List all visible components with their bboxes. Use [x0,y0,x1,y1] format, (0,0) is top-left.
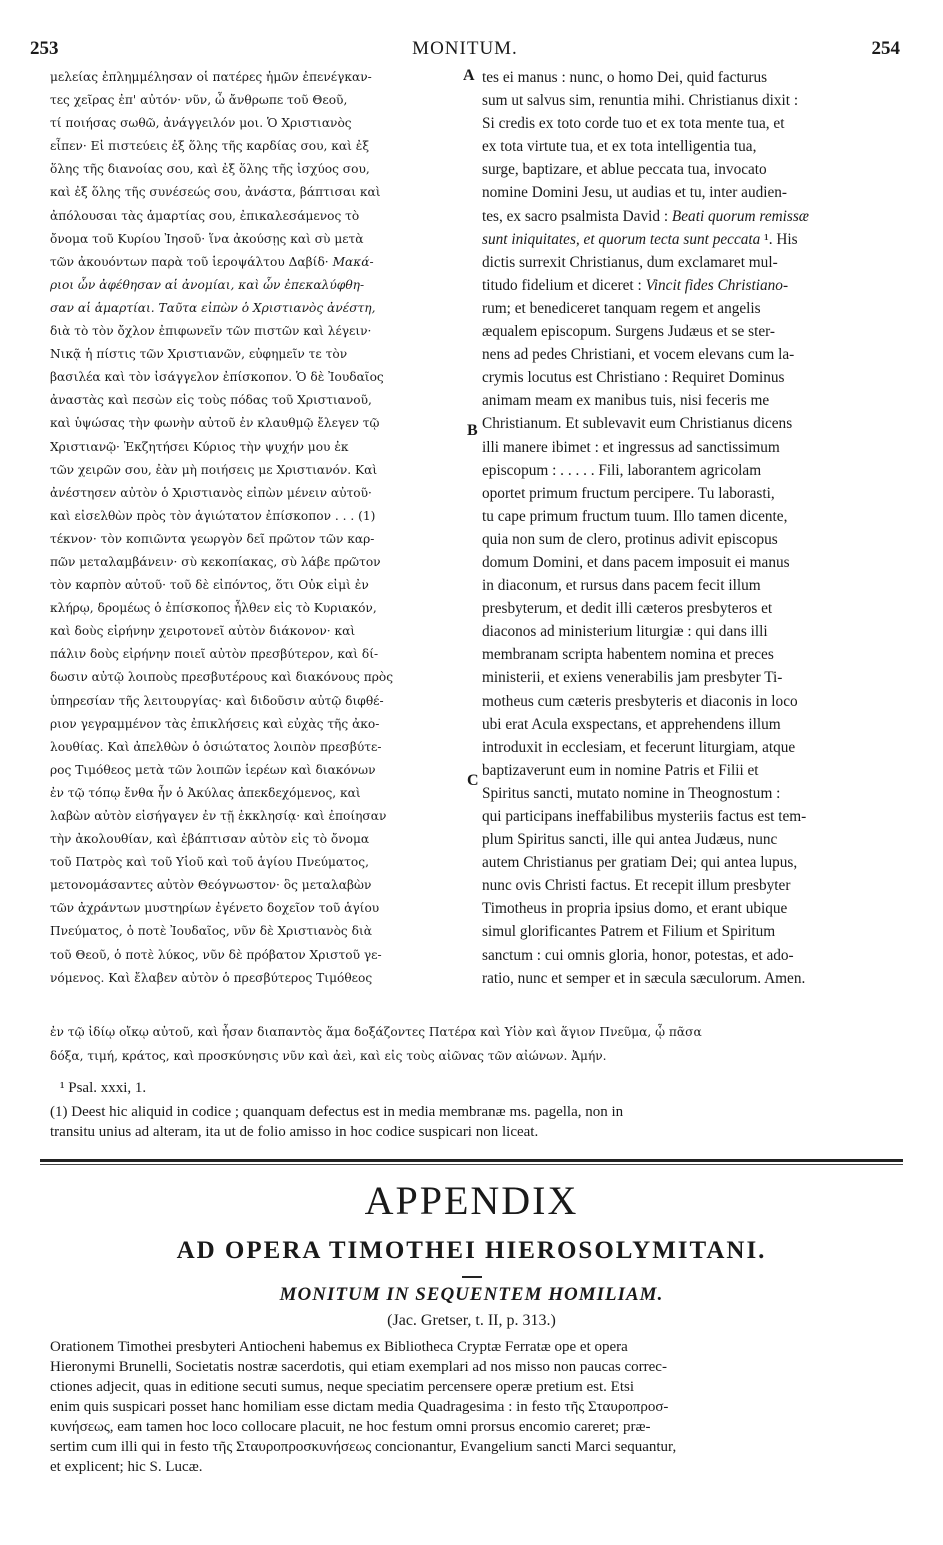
greek-text-line [50,643,470,666]
greek-text-line [50,274,470,297]
greek-text-line [50,944,470,967]
latin-line-text: membranam scripta habentem nomina et preces [482,646,774,664]
latin-line-text: crymis locutus est Christiano : Requiret Dominus [482,369,785,387]
greek-text-line [50,528,470,551]
latin-line-text: presbyterum, et dedit illi cæteros presbyteros et [482,600,773,618]
greek-line-text: σαν αἱ ἁμαρτίαι. Ταῦτα εἰπὼν ὁ Χριστιανὸς ἀνέστη, [50,300,376,315]
greek-text-line [50,620,470,643]
greek-line-text: ἀνέστησεν αὐτὸν ὁ Χριστιανὸς εἰπὼν μένειν αὐτοῦ· [50,485,372,500]
latin-line-text: nomine Domini Jesu, ut audias et tu, inter audien- [482,184,788,202]
latin-line-text: titudo fidelium et diceret : [482,276,642,294]
latin-line-text: introduxit in ecclesiam, et fecerunt liturgiam, atque [482,738,796,756]
latin-italic-text: Beati quorum remissæ [671,207,810,225]
latin-text-line [482,713,896,736]
greek-line-text: ἐν τῷ τόπῳ ἔνθα ἦν ὁ Ἀκύλας ἀπεκδεχόμενος, καὶ [50,785,361,800]
greek-text-line [50,112,470,135]
latin-text-line [482,690,896,713]
greek-line-text: τὴν ἀκολουθίαν, καὶ ἐβάπτισαν αὐτὸν εἰς τὸ ὄνομα [50,832,370,847]
greek-line-text: διὰ τὸ τὸν ὄχλον ἐπιφωνεῖν τῶν πιστῶν καὶ λέγειν· [50,324,372,339]
latin-text-line [482,505,896,528]
latin-text-line [482,574,896,597]
latin-text-line [482,251,896,274]
greek-text-line [50,366,470,389]
latin-text-line [482,666,896,689]
greek-line-text: τὸν καρπὸν αὐτοῦ· τοῦ δὲ εἰπόντος, ὅτι Οὐκ εἰμὶ ἐν [50,578,369,593]
latin-line-text: in diaconum, et rursus dans pacem fecit illum [482,577,761,595]
greek-text-line [50,920,470,943]
greek-text-line [50,713,470,736]
latin-text-line [482,782,896,805]
greek-text-line [50,66,470,89]
latin-text-line [482,528,896,551]
latin-line-text: rum; et benediceret tanquam regem et angelis [482,299,761,317]
greek-line-text: ὅλης τῆς διανοίας σου, καὶ ἐξ ὅλης τῆς ἰσχύος σου, [50,162,370,177]
greek-column [50,66,470,990]
greek-continuation-line: ἐν τῷ ἰδίῳ οἴκῳ αὐτοῦ, καὶ ἦσαν διαπαντὸς ἅμα δοξάζοντες Πατέρα καὶ Υἱὸν καὶ ἅγιον Πνεῦμα, ᾧ πᾶσα [50,1025,702,1039]
latin-line-text: animam meam ex manibus tuis, nisi feceris me [482,392,770,410]
latin-line-text: quia non sum de clero, protinus adivit episcopus [482,530,778,548]
greek-line-text: Χριστιανῷ· Ἐκζητήσει Κύριος τὴν ψυχήν μου ἐκ [50,439,349,454]
latin-line-text: qui participans ineffabilibus mysteriis factus est tem- [482,808,807,825]
latin-text-line [482,366,896,389]
latin-text-line [482,89,896,112]
latin-line-text: Christianum. Et sublevavit eum Christianus dicens [482,415,793,433]
latin-text-line [482,620,896,643]
greek-line-text: τί ποιήσας σωθῶ, ἀνάγγειλόν μοι. Ὁ Χριστιανὸς [50,116,352,131]
latin-footnote-ref: ¹. His [764,230,798,248]
intro-text-line: enim quis suspicari posset hanc homiliam esse dictam media Quadragesima : in festo τῆς Σταυροπροσ- [50,1399,669,1415]
greek-line-text: ὄνομα τοῦ Κυρίου Ἰησοῦ· ἵνα ἀκούσῃς καὶ σὺ μετὰ [50,231,364,246]
greek-line-text: λουθίας. Καὶ ἀπελθὼν ὁ ὁσιώτατος λοιπὸν πρεσβύτε- [50,739,382,754]
greek-line-text: ὑπηρεσίαν τῆς λειτουργίας· καὶ διδοῦσιν αὐτῷ διφθέ- [50,693,384,708]
latin-text-line [482,135,896,158]
latin-text-line [482,736,896,759]
latin-text-line [482,920,896,943]
greek-line-text: τοῦ Πατρὸς καὶ τοῦ Υἱοῦ καὶ τοῦ ἁγίου Πνεύματος, [50,855,369,870]
latin-line-text: Si credis ex toto corde tuo et ex tota mente tua, et [482,115,785,133]
greek-text-line [50,597,470,620]
latin-text-line [482,436,896,459]
greek-text-line [50,89,470,112]
greek-text-line [50,874,470,897]
latin-text-line [482,851,896,874]
greek-line-text: πῶν μεταλαμβάνειν· σὺ κεκοπίακας, σὺ λάβε πρῶτον [50,554,381,569]
greek-text-line [50,459,470,482]
greek-text-line [50,482,470,505]
intro-text-line: sertim cum illi qui in festo τῆς Σταυροπροσκυνήσεως concionantur, Evangelium sancti Marci sequantur, [50,1439,677,1455]
section-divider-thin [40,1164,903,1165]
latin-text-line [482,874,896,897]
greek-line-text: καὶ δοὺς εἰρήνην χειροτονεῖ αὐτὸν διάκονον· καὶ [50,624,356,639]
greek-text-line [50,851,470,874]
greek-line-text: ἀπόλουσαι τὰς ἁμαρτίας σου, ἐπικαλεσάμενος τὸ [50,208,360,223]
greek-line-text: τῶν ἀχράντων μυστηρίων ἐγένετο δοχεῖον τοῦ ἁγίου [50,901,380,916]
greek-line-text: ριοι ὧν ἀφέθησαν αἱ ἀνομίαι, καὶ ὧν ἐπεκαλύφθη- [50,277,365,292]
appendix-title: APPENDIX [364,1178,579,1223]
greek-text-line [50,181,470,204]
latin-line-text: simul glorificantes Patrem et Filium et Spiritum [482,923,776,941]
page-number-right: 254 [871,38,900,59]
latin-line-text: æqualem episcopum. Surgens Judæus et se ster- [482,323,775,341]
latin-text-line [482,389,896,412]
latin-line-text: oportet primum fructum percipere. Tu laborasti, [482,484,775,502]
greek-line-text: λαβὼν αὐτὸν εἰσήγαγεν ἐν τῇ ἐκκλησίᾳ· καὶ ἐποίησαν [50,809,387,823]
greek-line-text: καὶ ἐξ ὅλης τῆς συνέσεώς σου, ἀνάστα, βάπτισαι καὶ [50,185,381,200]
latin-text-line [482,459,896,482]
section-marker-b: B [467,422,478,439]
latin-line-text: illi manere ibimet : et ingressus ad sanctissimum [482,438,780,456]
greek-line-text: βασιλέα καὶ τὸν ἰσάγγελον ἐπίσκοπον. Ὁ δὲ Ἰουδαῖος [50,370,384,385]
latin-line-text: motheus cum cæteris presbyteris et diaconis in loco [482,692,798,710]
greek-text-line [50,759,470,782]
greek-text-line [50,389,470,412]
latin-line-text: tes, ex sacro psalmista David : [482,207,669,225]
latin-text-line [482,828,896,851]
greek-line-text: Πνεύματος, ὁ ποτὲ Ἰουδαῖος, νῦν δὲ Χριστιανὸς διὰ [50,924,372,939]
greek-text-line [50,551,470,574]
short-divider [462,1276,482,1278]
latin-line-text: episcopum : . . . . . Fili, laborantem agricolam [482,461,762,479]
latin-text-line [482,228,896,251]
greek-text-line [50,343,470,366]
running-header [30,38,900,66]
greek-text-line [50,505,470,528]
page-number-left: 253 [30,38,59,59]
latin-line-text: ubi erat Acula exspectans, et apprehendens illum [482,715,781,733]
greek-line-text: καὶ εἰσελθὼν πρὸς τὸν ἁγιώτατον ἐπίσκοπον . . . (1) [50,508,376,523]
greek-text-line [50,828,470,851]
latin-line-text: ratio, nunc et semper et in sæcula sæculorum. Amen. [482,969,806,987]
source-reference: (Jac. Gretser, t. II, p. 313.) [387,1312,556,1329]
latin-column [482,66,896,990]
greek-line-text: κλήρῳ, δρομέως ὁ ἐπίσκοπος ἦλθεν εἰς τὸ Κυριακόν, [50,601,377,616]
greek-text-line [50,690,470,713]
latin-text-line [482,643,896,666]
latin-text-line [482,597,896,620]
latin-text-line [482,967,896,990]
latin-text-line [482,759,896,782]
latin-line-text: ministerii, et exiens venerabilis jam presbyter Ti- [482,669,783,687]
greek-line-text: μετονομάσαντες αὐτὸν Θεόγνωστον· ὃς μεταλαβὼν [50,878,372,893]
latin-line-text: sanctum : cui omnis gloria, honor, potestas, et ado- [482,946,794,964]
latin-text-line [482,897,896,920]
latin-text-line [482,112,896,135]
intro-text-line: et explicent; hic S. Lucæ. [50,1459,203,1475]
greek-text-line [50,135,470,158]
latin-line-text: baptizaverunt eum in nomine Patris et Filii et [482,761,759,779]
latin-line-text: autem Christianus per gratiam Dei; qui antea lupus, [482,854,798,872]
greek-text-line [50,158,470,181]
latin-line-text: nunc ovis Christi factus. Et recepit illum presbyter [482,877,791,895]
greek-text-line [50,412,470,435]
latin-line-text: nens ad pedes Christiani, et vocem elevans cum la- [482,346,795,364]
greek-text-line [50,228,470,251]
latin-text-line [482,158,896,181]
greek-line-text: τες χεῖρας ἐπ' αὐτόν· νῦν, ὦ ἄνθρωπε τοῦ Θεοῦ, [50,93,348,108]
latin-line-text: domum Domini, et dans pacem imposuit ei manus [482,553,790,571]
running-title: MONITUM. [412,38,518,59]
latin-text-line [482,274,896,297]
greek-text-line [50,897,470,920]
greek-line-text: τοῦ Θεοῦ, ὁ ποτὲ λύκος, νῦν δὲ πρόβατον Χριστοῦ γε- [50,947,382,962]
footnote-psalm: ¹ Psal. xxxi, 1. [60,1080,147,1096]
greek-line-text: μελείας ἐπλημμέλησαν οἱ πατέρες ἡμῶν ἐπενέγκαν- [50,70,372,84]
greek-line-text: εἶπεν· Εἰ πιστεύεις ἐξ ὅλης τῆς καρδίας σου, καὶ ἐξ [50,139,370,154]
greek-line-text: ἀναστὰς καὶ πεσὼν εἰς τοὺς πόδας τοῦ Χριστιανοῦ, [50,393,372,408]
latin-text-line [482,482,896,505]
latin-line-text: plum Spiritus sancti, ille qui antea Judæus, nunc [482,831,778,849]
footnote-1: (1) Deest hic aliquid in codice ; quanquam defectus est in media membranæ ms. pagella, non in [50,1104,624,1120]
latin-text-line [482,181,896,204]
greek-text-line [50,967,470,990]
latin-text-line [482,66,896,89]
greek-line-text: τῶν ἀκουόντων παρὰ τοῦ ἱεροψάλτου Δαβίδ· [50,254,329,269]
latin-text-line [482,320,896,343]
greek-line-text: τέκνον· τὸν κοπιῶντα γεωργὸν δεῖ πρῶτον τῶν καρ- [50,531,375,546]
latin-italic-text: Vincit fides Christiano- [645,276,789,294]
latin-line-text: Timotheus in propria ipsius domo, et erant ubique [482,900,788,918]
section-marker-a: A [463,67,475,84]
greek-text-line [50,251,470,274]
greek-line-text: πάλιν δοὺς εἰρήνην ποιεῖ αὐτὸν πρεσβύτερον, καὶ δί- [50,647,379,662]
greek-line-text: καὶ ὑψώσας τὴν φωνὴν αὐτοῦ ἐν κλαυθμῷ ἔλεγεν τῷ [50,416,380,431]
greek-text-line [50,574,470,597]
latin-text-line [482,297,896,320]
greek-continuation-line: δόξα, τιμή, κράτος, καὶ προσκύνησις νῦν καὶ ἀεὶ, καὶ εἰς τοὺς αἰῶνας τῶν αἰώνων. Ἀμήν. [50,1049,607,1063]
latin-line-text: sum ut salvus sim, renuntia mihi. Christianus dixit : [482,92,799,110]
monitum-heading: MONITUM IN SEQUENTEM HOMILIAM. [279,1284,664,1305]
latin-line-text: tes ei manus : nunc, o homo Dei, quid facturus [482,69,768,86]
latin-line-text: sunt iniquitates, et quorum tecta sunt peccata [482,230,761,248]
latin-text-line [482,412,896,435]
latin-line-text: tu cape primum fructum tuum. Illo tamen dicente, [482,507,788,525]
greek-line-text: τῶν χειρῶν σου, ἐὰν μὴ ποιήσεις με Χριστιανόν. Καὶ [50,462,378,477]
greek-line-text: Νικᾷ ἡ πίστις τῶν Χριστιανῶν, εὐφημεῖν τε τὸν [50,347,348,362]
section-divider [40,1159,903,1162]
latin-text-line [482,805,896,828]
greek-text-line [50,320,470,343]
latin-line-text: dictis surrexit Christianus, dum exclamaret mul- [482,253,778,271]
latin-text-line [482,205,896,228]
greek-line-text: δωσιν αὐτῷ λοιποὺς πρεσβυτέρους καὶ διακόνους πρὸς [50,670,394,685]
intro-text-line: Hieronymi Brunelli, Societatis nostræ sacerdotis, qui etiam exemplari ad nos misso non paucas correc- [50,1359,667,1375]
greek-text-line [50,666,470,689]
greek-text-line [50,205,470,228]
latin-text-line [482,944,896,967]
section-marker-c: C [467,772,479,789]
latin-line-text: diaconos ad ministerium liturgiæ : qui dans illi [482,623,768,641]
latin-line-text: surge, baptizare, et ablue peccata tua, invocato [482,161,767,179]
greek-line-text: ριον γεγραμμένον τὰς ἐπικλήσεις καὶ εὐχὰς τῆς ἀκο- [50,716,380,731]
footnote-1-cont: transitu unius ad alteram, ita ut de folio amisso in hoc codice suspicari non liceat. [50,1124,539,1140]
intro-text-line: Orationem Timothei presbyteri Antiocheni habemus ex Bibliotheca Cryptæ Ferratæ ope et opera [50,1339,628,1355]
greek-line-text: νόμενος. Καὶ ἔλαβεν αὐτὸν ὁ πρεσβύτερος Τιμόθεος [50,970,373,985]
greek-italic-text: Μακά- [332,254,374,269]
intro-paragraph [50,1337,910,1477]
appendix-subtitle: AD OPERA TIMOTHEI HIEROSOLYMITANI. [176,1237,767,1264]
intro-text-line: κυνήσεως, eam tamen hoc loco collocare placuit, ne hoc festum omni prorsus encomio careret; præ- [50,1419,651,1435]
latin-line-text: Spiritus sancti, mutato nomine in Theognostum : [482,784,781,802]
greek-text-line [50,736,470,759]
greek-text-line [50,297,470,320]
intro-text-line: ctiones adjecit, quas in editione secuti sumus, neque speciatim percensere operæ pretium est. Etsi [50,1379,634,1395]
greek-text-line [50,436,470,459]
greek-text-line [50,782,470,805]
greek-line-text: ρος Τιμόθεος μετὰ τῶν λοιπῶν ἱερέων καὶ διακόνων [50,762,376,777]
greek-text-line [50,805,470,828]
latin-text-line [482,551,896,574]
latin-text-line [482,343,896,366]
latin-line-text: ex tota virtute tua, et ex tota intelligentia tua, [482,138,757,156]
